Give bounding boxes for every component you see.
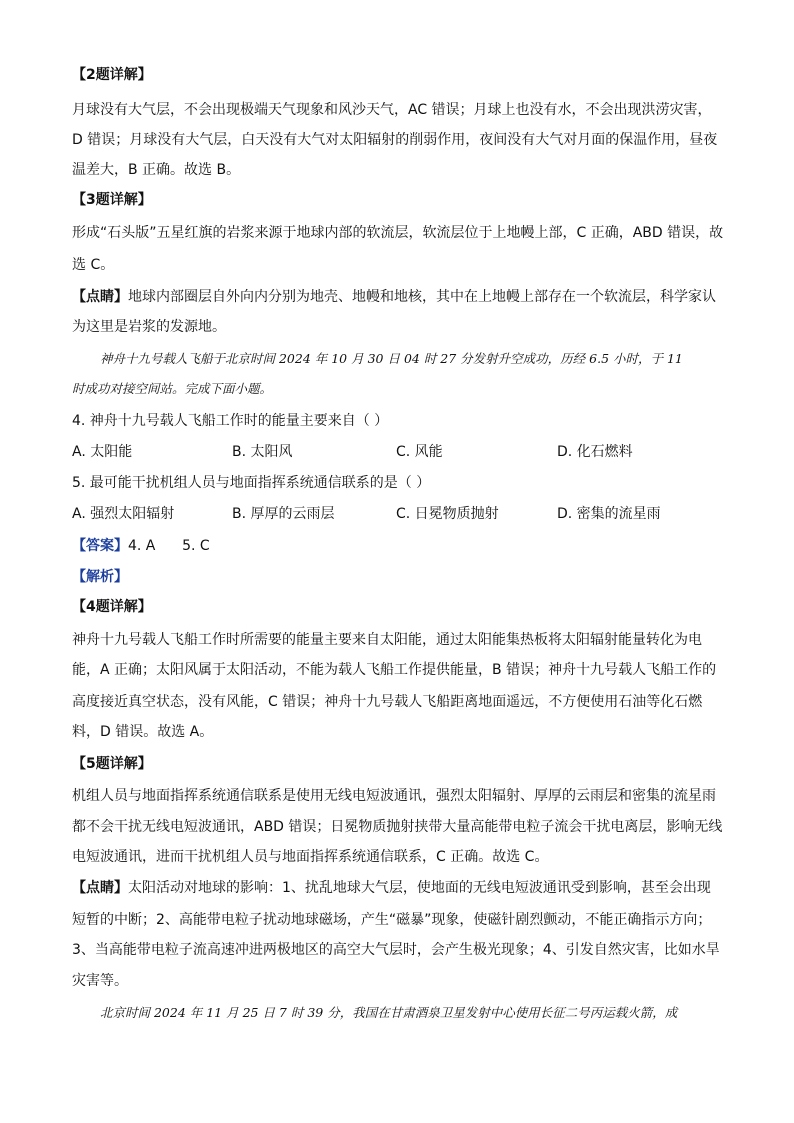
q4-detail-line: 神舟十九号载人飞船工作时所需要的能量主要来自太阳能，通过太阳能集热板将太阳辐射能量转化为电 xyxy=(72,632,702,648)
q5-option-a: A. 强烈太阳辐射 xyxy=(72,506,175,522)
q5-option-c: C. 日冕物质抛射 xyxy=(396,506,499,522)
analysis-label: 【解析】 xyxy=(72,569,128,585)
passage-intro-line: 神舟十九号载人飞船于北京时间 2024 年 10 月 30 日 04 时 27 分发射升空成功，历经 6.5 小时，于 11 xyxy=(100,351,683,366)
q3-detail-heading: 【3题详解】 xyxy=(72,192,152,208)
q5-detail-heading: 【5题详解】 xyxy=(72,756,152,772)
q2-detail-line: D 错误；月球没有大气层，白天没有大气对太阳辐射的削弱作用，夜间没有大气对月面的保温作用，昼夜 xyxy=(72,132,718,148)
q2-detail-line: 月球没有大气层，不会出现极端天气现象和风沙天气，AC 错误；月球上也没有水，不会出现洪涝灾害， xyxy=(72,102,712,118)
q4-option-d: D. 化石燃料 xyxy=(557,444,633,460)
passage-intro-line: 时成功对接空间站。完成下面小题。 xyxy=(72,381,273,396)
tip-paragraph xyxy=(72,288,722,306)
q5-option-b: B. 厚厚的云雨层 xyxy=(232,506,335,522)
tip-text-line: 3、当高能带电粒子流高速冲进两极地区的高空大气层时，会产生极光现象；4、引发自然灾害，比如水旱 xyxy=(72,942,720,958)
question-5-stem: 5. 最可能干扰机组人员与地面指挥系统通信联系的是（ ） xyxy=(72,475,431,491)
question-4-stem: 4. 神舟十九号载人飞船工作时的能量主要来自（ ） xyxy=(72,413,389,429)
q5-option-d: D. 密集的流星雨 xyxy=(557,506,661,522)
q4-detail-line: 高度接近真空状态，没有风能，C 错误；神舟十九号载人飞船距离地面遥远，不方便使用石油等化石燃 xyxy=(72,694,703,710)
answer-value: 4. A 5. C xyxy=(128,538,210,554)
q5-detail-line: 都不会干扰无线电短波通讯，ABD 错误；日冕物质抛射挟带大量高能带电粒子流会干扰电离层，影响无线 xyxy=(72,819,723,835)
tip-text-line: 短暂的中断；2、高能带电粒子扰动地球磁场，产生“磁暴”现象，使磁针剧烈颤动，不能正确指示方向； xyxy=(72,912,712,928)
q4-option-a: A. 太阳能 xyxy=(72,444,133,460)
tip-label: 【点睛】 xyxy=(72,289,128,305)
passage-intro-line: 北京时间 2024 年 11 月 25 日 7 时 39 分，我国在甘肃酒泉卫星发射中心使用长征二号丙运载火箭，成 xyxy=(100,1005,678,1020)
tip-text: 地球内部圈层自外向内分别为地壳、地幔和地核，其中在上地幔上部存在一个软流层，科学家认 xyxy=(128,289,716,305)
q2-detail-line: 温差大，B 正确。故选 B。 xyxy=(72,162,241,178)
tip-text-line: 为这里是岩浆的发源地。 xyxy=(72,319,226,335)
tip-text-line: 灾害等。 xyxy=(72,973,128,989)
tip-paragraph xyxy=(72,879,722,897)
q4-detail-heading: 【4题详解】 xyxy=(72,599,152,615)
q3-detail-line: 形成“石头版”五星红旗的岩浆来源于地球内部的软流层，软流层位于上地幔上部，C 正确，ABD 错误，故 xyxy=(72,225,724,241)
q3-detail-line: 选 C。 xyxy=(72,257,115,273)
tip-text: 太阳活动对地球的影响：1、扰乱地球大气层，使地面的无线电短波通讯受到影响，甚至会出现 xyxy=(128,880,711,896)
q2-detail-heading: 【2题详解】 xyxy=(72,67,152,83)
q4-detail-line: 能，A 正确；太阳风属于太阳活动，不能为载人飞船工作提供能量，B 错误；神舟十九号载人飞船工作的 xyxy=(72,662,717,678)
q4-detail-line: 料，D 错误。故选 A。 xyxy=(72,724,214,740)
answer-label: 【答案】 xyxy=(72,538,128,554)
q4-option-c: C. 风能 xyxy=(396,444,443,460)
tip-label: 【点睛】 xyxy=(72,880,128,896)
q4-option-b: B. 太阳风 xyxy=(232,444,293,460)
q5-detail-line: 电短波通讯，进而干扰机组人员与地面指挥系统通信联系，C 正确。故选 C。 xyxy=(72,849,549,865)
answer-row xyxy=(72,537,722,555)
q5-detail-line: 机组人员与地面指挥系统通信联系是使用无线电短波通讯，强烈太阳辐射、厚厚的云雨层和密集的流星雨 xyxy=(72,788,716,804)
